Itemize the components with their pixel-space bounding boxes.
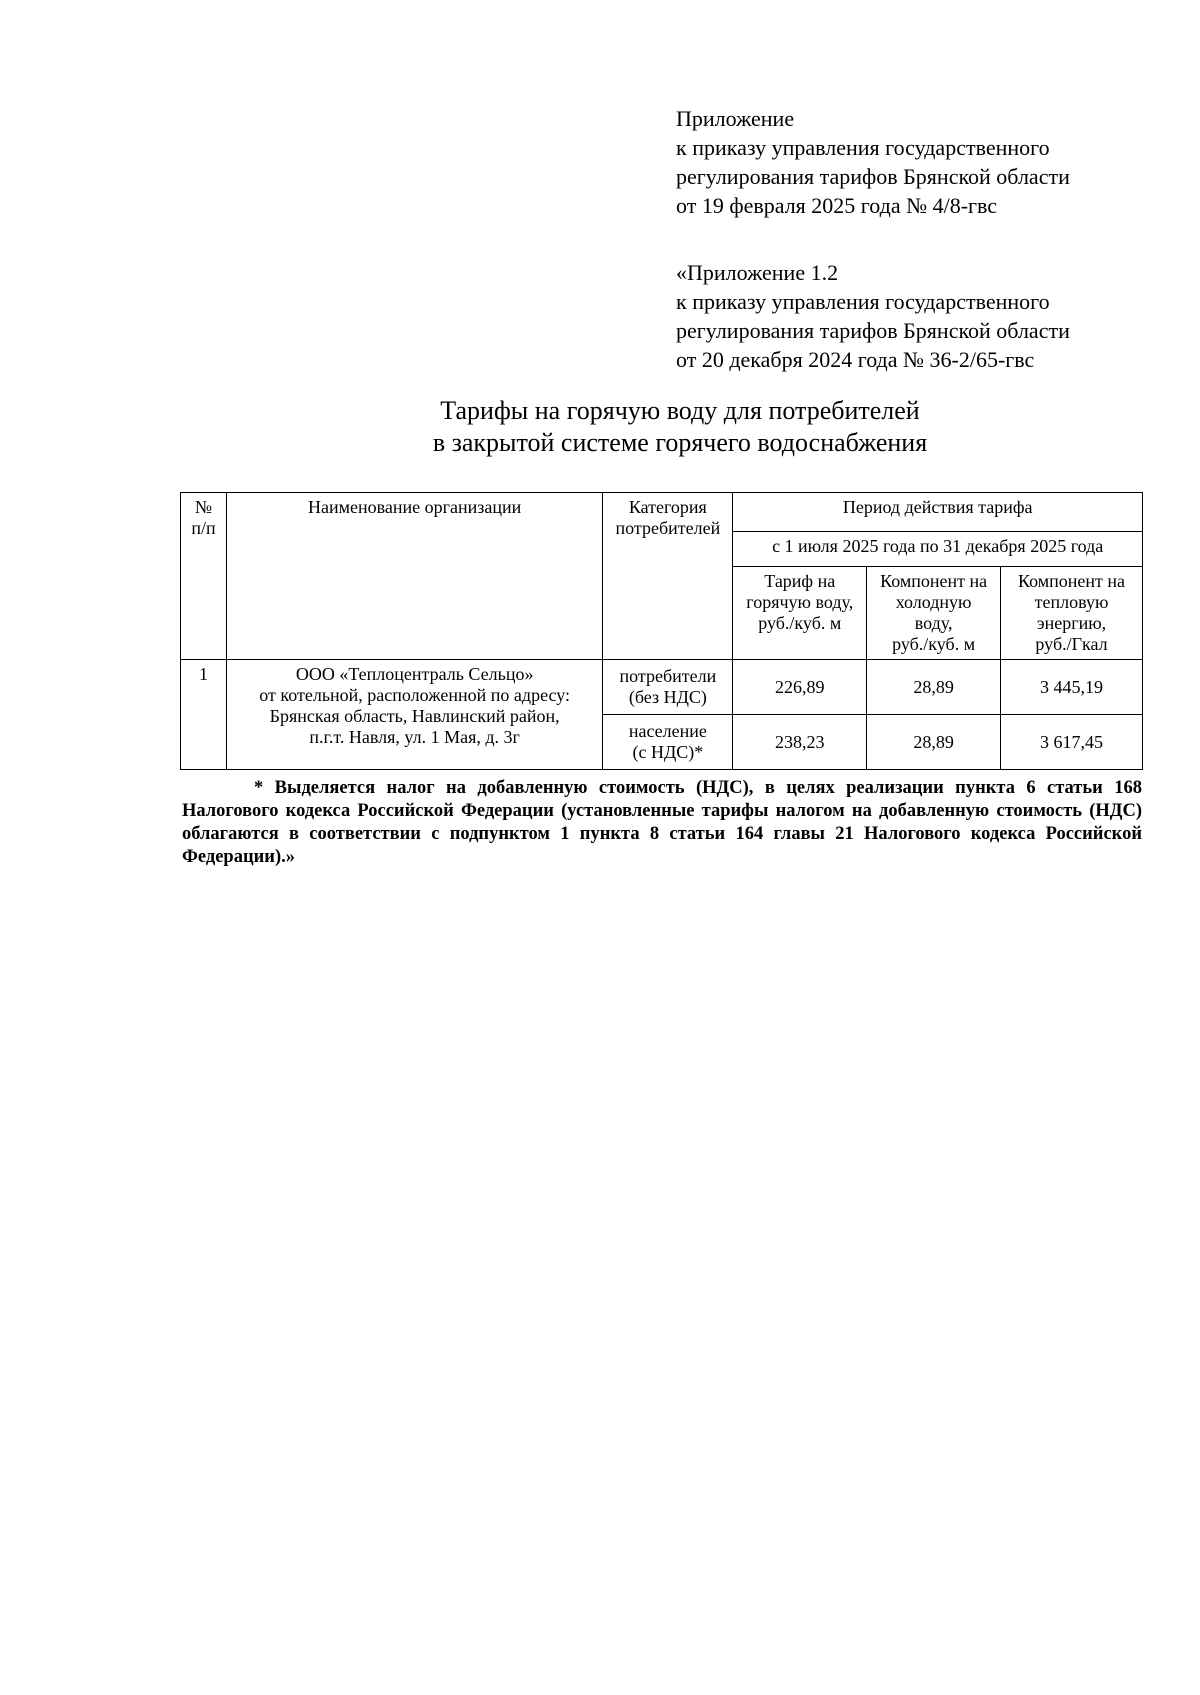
appendix-header [676, 104, 1146, 374]
title-line: Тарифы на горячую воду для потребителей [440, 396, 920, 425]
row-tariff-value: 226,89 [733, 660, 867, 715]
appendix-line: к приказу управления государственного [676, 135, 1050, 160]
footnote-text: * Выделяется налог на добавленную стоимость (НДС), в целях реализации пункта 6 статьи 168 Налогового кодекса Российской Федерации (установленные тарифы налогом на добавленную стоимость (НДС) облагаются в соответствии с подпунктом 1 пункта 8 статьи 164 главы 21 Налогового кодекса Российской Федерации).» [182, 778, 1142, 867]
row-org: ООО «Теплоцентраль Сельцо» от котельной, расположенной по адресу: Брянская область, Навлинский район, п.г.т. Навля, ул. 1 Мая, д. 3г [226, 660, 602, 770]
document-title [180, 395, 1180, 459]
row-tariff-value: 238,23 [733, 715, 867, 770]
header-category: Категория потребителей [603, 493, 733, 660]
header-period: Период действия тарифа [733, 493, 1143, 532]
title-line: в закрытой системе горячего водоснабжения [432, 428, 928, 457]
header-period-range: с 1 июля 2025 года по 31 декабря 2025 года [733, 532, 1143, 567]
appendix-line: регулирования тарифов Брянской области [676, 318, 1070, 343]
row-heat-value: 3 445,19 [1001, 660, 1143, 715]
row-num: 1 [181, 660, 227, 770]
header-num: № п/п [181, 493, 227, 660]
header-org: Наименование организации [226, 493, 602, 660]
table-header-row [181, 493, 1143, 532]
tariff-table [180, 492, 1143, 770]
appendix-line: «Приложение 1.2 [676, 260, 839, 285]
footnote [182, 777, 1142, 869]
row-category: население (с НДС)* [603, 715, 733, 770]
header-cold-component: Компонент на холодную воду, руб./куб. м [867, 567, 1001, 660]
appendix-line: к приказу управления государственного [676, 289, 1050, 314]
table-row [181, 660, 1143, 715]
header-heat-component: Компонент на тепловую энергию, руб./Гкал [1001, 567, 1143, 660]
appendix-line: от 19 февраля 2025 года № 4/8-гвс [676, 193, 998, 218]
row-category: потребители (без НДС) [603, 660, 733, 715]
appendix-line: от 20 декабря 2024 года № 36-2/65-гвс [676, 347, 1035, 372]
appendix-line: регулирования тарифов Брянской области [676, 164, 1070, 189]
row-heat-value: 3 617,45 [1001, 715, 1143, 770]
row-cold-value: 28,89 [867, 715, 1001, 770]
header-tariff: Тариф на горячую воду, руб./куб. м [733, 567, 867, 660]
appendix-line: Приложение [676, 106, 795, 131]
row-cold-value: 28,89 [867, 660, 1001, 715]
appendix-block-2 [676, 258, 1146, 374]
